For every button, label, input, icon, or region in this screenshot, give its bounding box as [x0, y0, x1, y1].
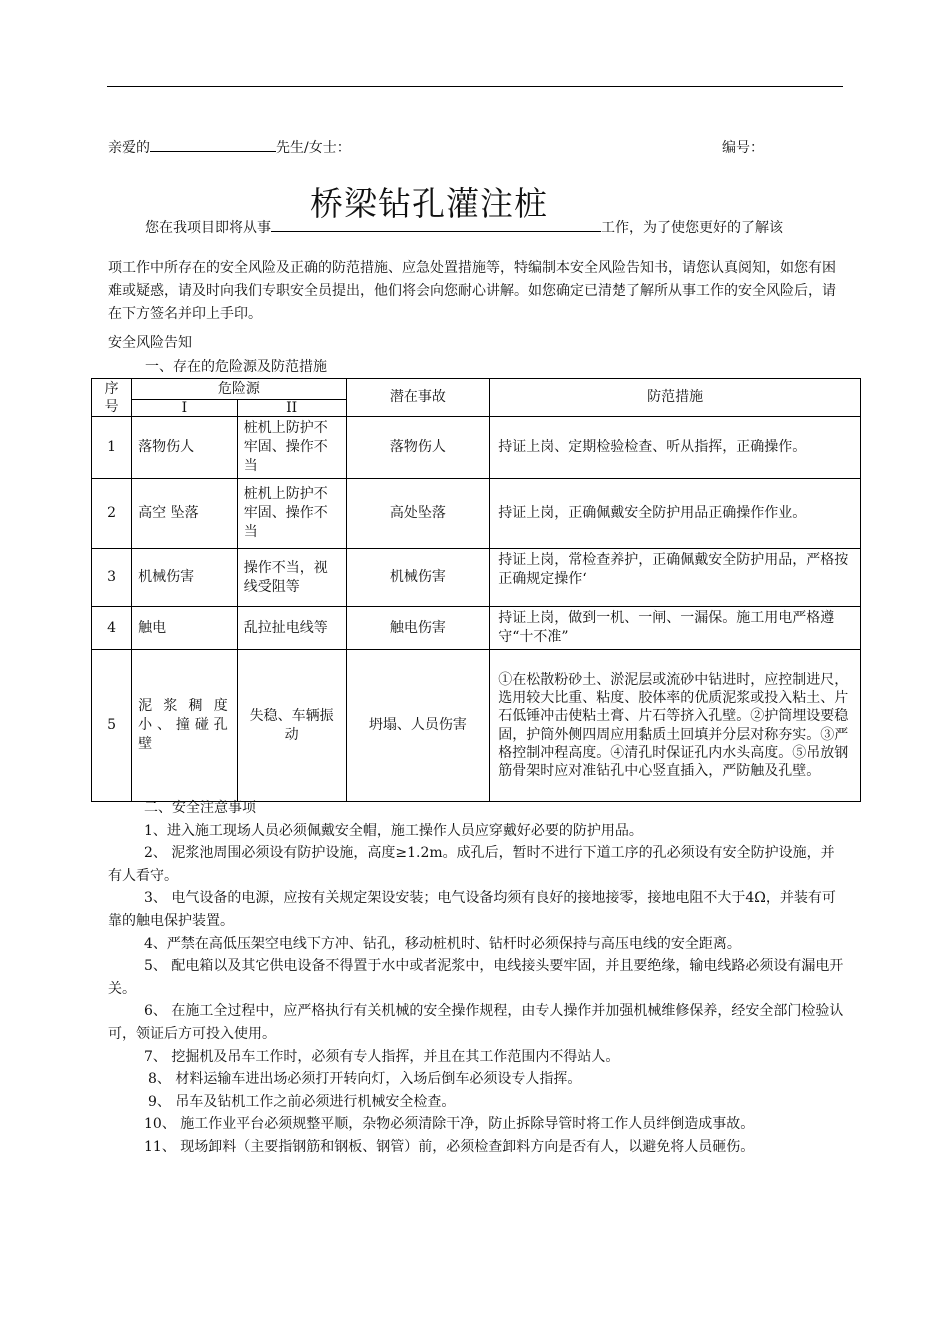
row-accident: 触电伤害 [346, 607, 490, 650]
header-hazard: 危险源 [132, 379, 346, 400]
row-no: 3 [92, 549, 132, 607]
row-accident: 高处坠落 [346, 479, 490, 549]
row-hazard-i: 触电 [132, 607, 238, 650]
row-measures: 持证上岗，做到一机、一闸、一漏保。施工用电严格遵守“十不准” [490, 607, 861, 650]
header-hazard-i: I [132, 400, 238, 417]
table-row [92, 549, 861, 607]
list-item: 1、进入施工现场人员必须佩戴安全帽，施工操作人员应穿戴好必要的防护用品。 [144, 822, 643, 839]
row-hazard-i: 机械伤害 [132, 549, 238, 607]
row-measures: ①在松散粉砂土、淤泥层或流砂中钻进时，应控制进尺，选用较大比重、粘度、胶体率的优质泥浆或投入粘土、片石低锤冲击使粘土膏、片石等挤入孔壁。②护筒埋设要稳固，护筒外侧四周应用黏质土回填并分层对称夯实。③严格控制冲程高度。④清孔时保证孔内水头高度。⑤吊放钢筋骨架时应对准钻孔中心竖直插入，严防触及孔壁。 [490, 650, 861, 802]
intro-body: 项工作中所存在的安全风险及正确的防范措施、应急处置措施等，特编制本安全风险告知书，请您认真阅知，如您有困难或疑惑，请及时向我们专职安全员提出，他们将会向您耐心讲解。如您确定已清楚了解所从事工作的安全风险后，请在下方签名并印上手印。 [108, 260, 836, 322]
list-item: 4、严禁在高低压架空电线下方冲、钻孔，移动桩机时、钻杆时必须保持与高压电线的安全距离。 [144, 935, 741, 952]
list-item: 10、 施工作业平台必须规整平顺，杂物必须清除干净，防止拆除导管时将工作人员绊倒造成事故。 [144, 1116, 755, 1133]
list-item: 7、 挖掘机及吊车工作时，必须有专人指挥，并且在其工作范围内不得站人。 [144, 1048, 620, 1065]
row-measures: 持证上岗，常检查养护，正确佩戴安全防护用品，严格按正确规定操作‘ [490, 549, 861, 607]
table-row [92, 650, 861, 802]
header-accident: 潜在事故 [346, 379, 490, 417]
row-hazard-ii: 桩机上防护不牢固、操作不当 [237, 417, 346, 479]
row-no: 4 [92, 607, 132, 650]
safety-notes [108, 797, 848, 1159]
row-hazard-ii: 桩机上防护不牢固、操作不当 [237, 479, 346, 549]
list-item: 5、 配电箱以及其它供电设备不得置于水中或者泥浆中，电线接头要牢固，并且要绝缘，输电线路必须设有漏电开关。 [108, 958, 844, 997]
section1-title: 一、存在的危险源及防范措施 [145, 359, 327, 375]
row-hazard-i: 落物伤人 [132, 417, 238, 479]
greeting-line [108, 137, 351, 157]
section2-title: 二、安全注意事项 [144, 800, 256, 816]
row-accident: 坍塌、人员伤害 [346, 650, 490, 802]
list-item: 3、 电气设备的电源，应按有关规定架设安装；电气设备均须有良好的接地接零，接地电阻不大于4Ω，并装有可靠的触电保护装置。 [108, 890, 836, 929]
intro-suffix: 工作，为了使您更好的了解该 [601, 220, 783, 236]
row-measures: 持证上岗、定期检验检查、听从指挥，正确操作。 [490, 417, 861, 479]
row-accident: 落物伤人 [346, 417, 490, 479]
row-no: 5 [92, 650, 132, 802]
intro-first-line [145, 217, 783, 237]
row-accident: 机械伤害 [346, 549, 490, 607]
table-row [92, 479, 861, 549]
number-label: 编号： [722, 140, 764, 156]
list-item: 9、 吊车及钻机工作之前必须进行机械安全检查。 [148, 1093, 456, 1110]
list-item: 8、 材料运输车进出场必须打开转向灯，入场后倒车必须设专人指挥。 [148, 1071, 582, 1088]
risk-table [91, 378, 861, 802]
row-no: 1 [92, 417, 132, 479]
row-hazard-ii: 乱拉扯电线等 [237, 607, 346, 650]
row-hazard-ii: 失稳、车辆振动 [237, 650, 346, 802]
table-row [92, 607, 861, 650]
salutation-label: 先生/女士： [276, 140, 351, 156]
header-hazard-ii: II [237, 400, 346, 417]
row-hazard-i: 高空 坠落 [132, 479, 238, 549]
list-item: 6、 在施工全过程中，应严格执行有关机械的安全操作规程，由专人操作并加强机械维修保养，经安全部门检验认可，领证后方可投入使用。 [108, 1003, 844, 1042]
row-hazard-ii: 操作不当，视线受阻等 [237, 549, 346, 607]
table-header-row [92, 379, 861, 400]
greeting-label: 亲爱的 [108, 140, 150, 156]
list-item: 2、 泥浆池周围必须设有防护设施，高度≥1.2m。成孔后，暂时不进行下道工序的孔必须设有安全防护设施，并有人看守。 [108, 845, 835, 884]
name-blank[interactable] [150, 151, 276, 152]
table-row [92, 417, 861, 479]
header-measures: 防范措施 [490, 379, 861, 417]
row-hazard-i: 泥浆稠度小、撞碰孔壁 [132, 650, 238, 802]
list-item: 11、 现场卸料（主要指钢筋和钢板、钢管）前，必须检查卸料方向是否有人，以避免将人员砸伤。 [144, 1138, 755, 1155]
work-blank[interactable] [271, 231, 601, 232]
section-label: 安全风险告知 [108, 335, 192, 351]
document-title: 桥梁钻孔灌注桩 [310, 184, 548, 223]
header-no: 序号 [92, 379, 132, 417]
row-no: 2 [92, 479, 132, 549]
row-measures: 持证上岗，正确佩戴安全防护用品正确操作作业。 [490, 479, 861, 549]
header-rule [107, 86, 843, 87]
intro-prefix: 您在我项目即将从事 [145, 220, 271, 236]
